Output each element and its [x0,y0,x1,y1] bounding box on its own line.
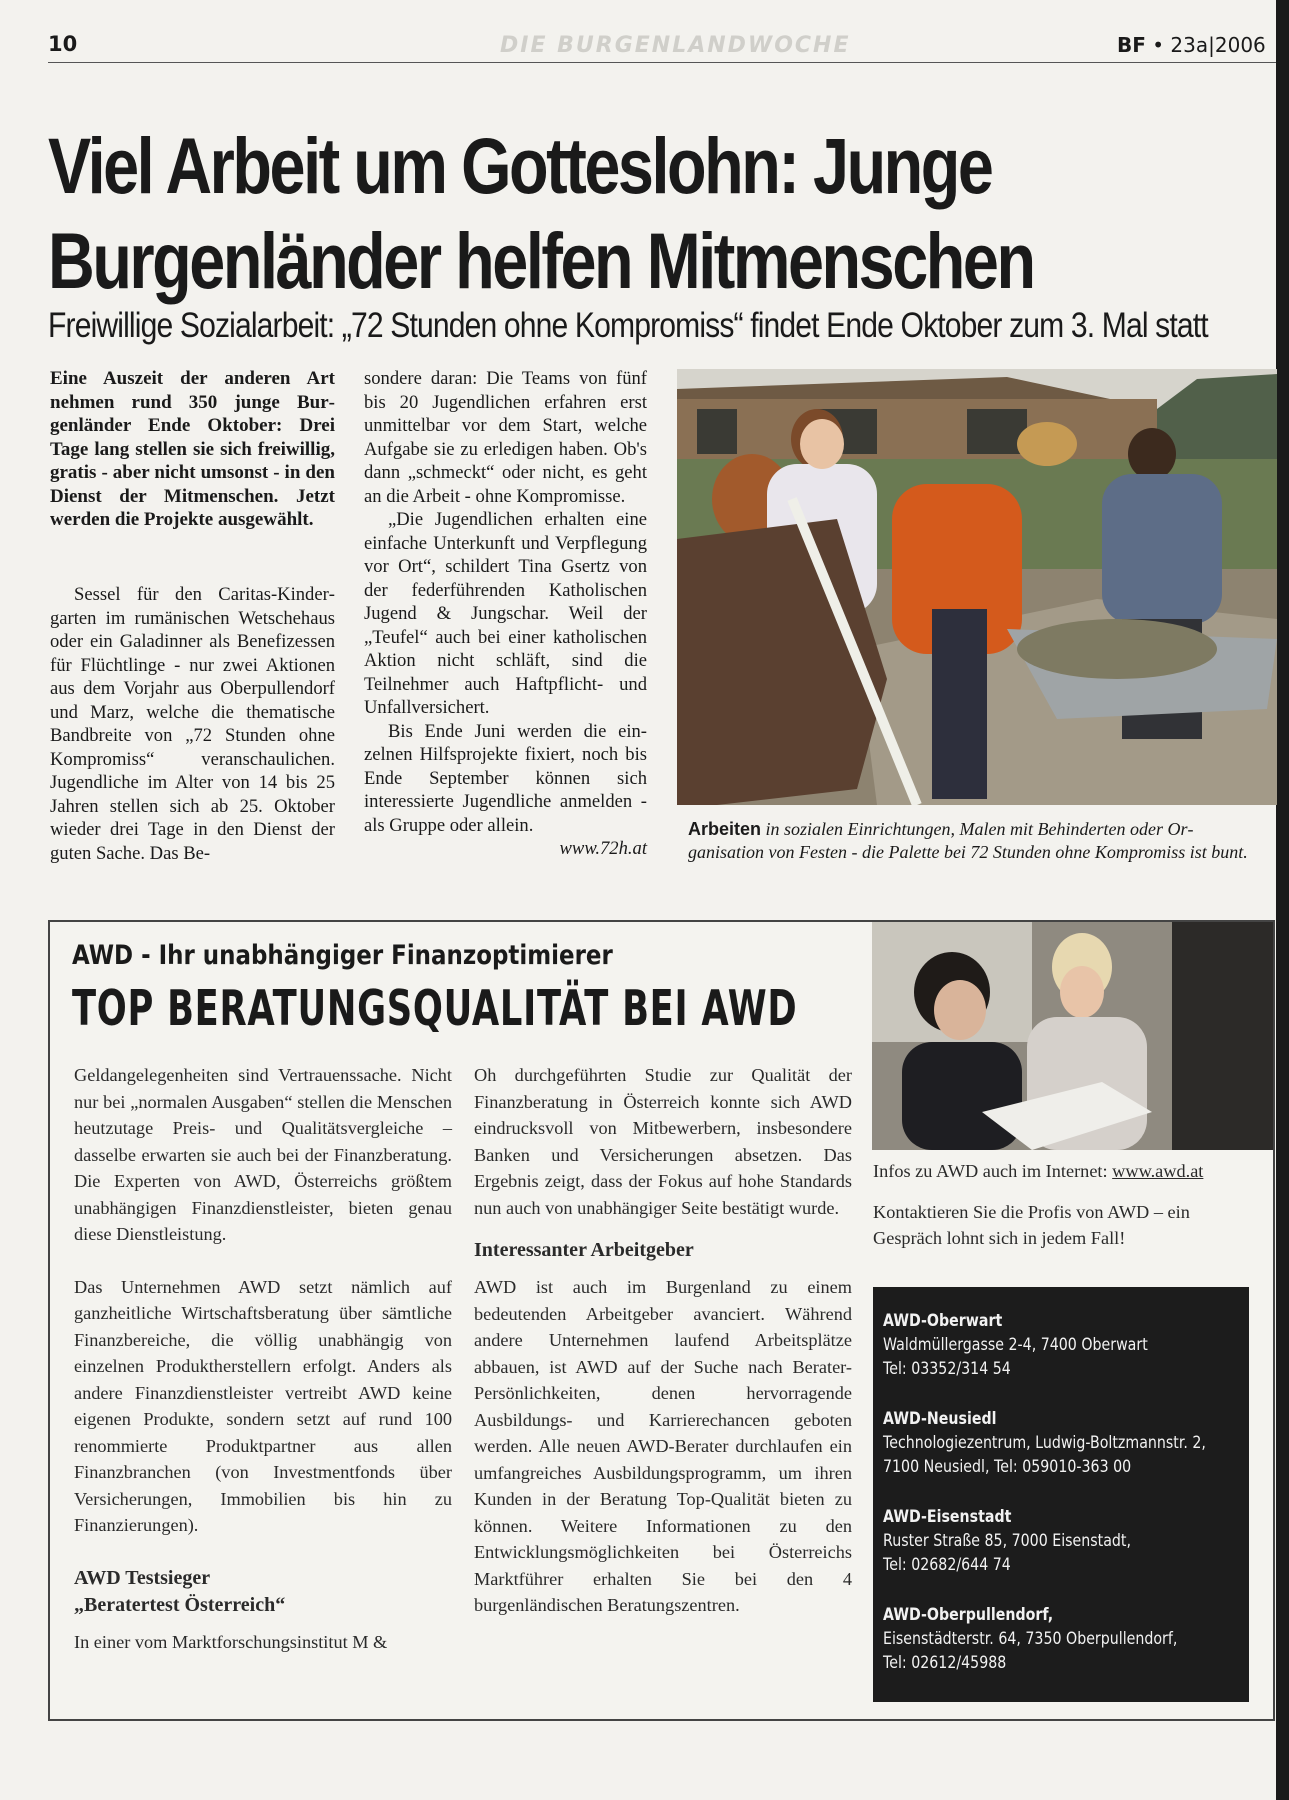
ad-subheading: Interessanter Arbeitgeber [474,1239,694,1261]
office-phone: Tel: 03352/314 54 [883,1359,1011,1378]
article-subheadline: Freiwillige Sozialarbeit: „72 Stunden ohne Kompromiss“ findet Ende Oktober zum 3. Mal statt [48,306,1208,345]
office-entry [883,1603,1249,1675]
office-address: Waldmüllergasse 2-4, 7400 Oberwart [883,1335,1148,1354]
office-phone: 7100 Neusiedl, Tel: 059010-363 00 [883,1457,1132,1476]
ad-kicker: AWD - Ihr unabhängiger Finanzoptimierer [72,940,613,971]
article-paragraph: Sessel für den Caritas-Kindergarten im rumänischen Wetschehaus oder ein Galadinner als Benefizessen für Flüchtlinge - nur zwei Aktionen aus dem Vorjahr aus Oberpullendorf und Marz, welche die thematische Bandbreite von „72 Stunden ohne Kompromiss“ veranschaulichen. Jugendliche im Alter von 14 bis 25 Jahren stellen sich ab 25. Oktober wieder drei Tage in den Dienst der guten Sache. Das Be- [50,584,335,864]
ad-paragraph: Das Unternehmen AWD setzt nämlich auf ganzheitliche Wirtschaftsberatung über sämtliche Finanzbereiche, die völlig unabhängig von einzelnen Produktherstellern erfolgt. Anders als andere Finanzdienstleister vertreibt AWD keine eigenen Produkte, sondern setzt auf rund 100 renommierte Produktpartner aus allen Finanzbranchen (von Investmentfonds über Versicherungen, Immobilien bis hin zu Finanzierungen). [74,1276,452,1535]
office-address: Eisenstädterstr. 64, 7350 Oberpullendorf, [883,1629,1178,1648]
awd-website-link[interactable]: www.awd.at [1112,1161,1204,1181]
article-url[interactable]: www.72h.at [559,838,647,859]
office-name: AWD-Neusiedl [883,1409,997,1428]
ad-info-prefix: Infos zu AWD auch im Internet: [873,1161,1113,1181]
office-phone: Tel: 02612/45988 [883,1653,1007,1672]
article-photo-illustration [677,369,1277,805]
article-photo [677,369,1277,805]
ad-column-2 [474,1062,852,1619]
office-entry [883,1309,1249,1381]
page-number: 10 [48,32,78,56]
ad-photo [872,922,1273,1150]
ad-subheading: „Beratertest Österreich“ [74,1593,286,1616]
header-rule [48,62,1278,63]
publication-name: DIE BURGENLANDWOCHE [500,33,851,58]
ad-paragraph: Oh durchgeführten Studie zur Qualität der Finanzberatung in Österreich konnte sich AWD eindrucksvoll von Mitbewerbern, insbesondere Banken und Versicherungen absetzen. Das Ergebnis zeigt, dass der Fokus auf hohe Standards nun auch von unabhängiger Seite bestätigt wurde. [474,1065,852,1218]
office-entry [883,1407,1249,1479]
caption-text: in sozialen Einrichtungen, Malen mit Behinderten oder Organisation von Festen - die Palette bei 72 Stunden ohne Kompromiss ist bunt. [688,819,1248,862]
caption-lead: Arbeiten [688,819,762,839]
office-address: Ruster Straße 85, 7000 Eisenstadt, [883,1531,1131,1550]
ad-title: TOP BERATUNGSQUALITÄT BEI AWD [72,980,798,1037]
article-paragraph: sondere daran: Die Teams von fünf bis 20 Jugendlichen erfahren erst unmittelbar vor dem Start, welche Aufgabe sie zu erledigen haben. Ob's dann „schmeckt“ oder nicht, es geht an die Arbeit - ohne Kompromisse. [364,368,647,507]
headline-line-1: Viel Arbeit um Gotteslohn: Junge [48,121,992,210]
ad-info-line [873,1158,1248,1185]
ad-photo-illustration [872,922,1273,1150]
ad-subheading: AWD Testsieger [74,1566,211,1589]
issue-number: 23a|2006 [1170,33,1266,57]
issue-separator: • [1145,33,1171,57]
ad-contact-text: Kontaktieren Sie die Profis von AWD – ein Gespräch lohnt sich in jedem Fall! [873,1201,1190,1248]
scan-edge [1276,0,1289,1800]
office-name: AWD-Oberpullendorf, [883,1605,1054,1624]
office-name: AWD-Eisenstadt [883,1507,1012,1526]
article-column-2 [364,367,647,861]
office-address: Technologiezentrum, Ludwig-Boltzmannstr. 2, [883,1433,1206,1452]
issue-prefix: BF [1117,33,1146,57]
office-entry [883,1505,1249,1577]
article-paragraph: Bis Ende Juni werden die einzelnen Hilfsprojekte fixiert, noch bis Ende September können sich interessierte Jugendliche anmelden - als Gruppe oder allein. [364,720,647,836]
ad-column-1 [74,1062,452,1655]
article-paragraph: „Die Jugendlichen erhalten eine einfache Unterkunft und Verpflegung vor Ort“, schildert Tina Gsertz von der federführenden Katholischen Jugend & Jungschar. Weil der „Teufel“ auch bei einer katholischen Aktion nicht schläft, sind die Teilnehmer auch Haftpflicht- und Unfallversichert. [364,509,647,718]
issue-info [1117,33,1266,57]
ad-paragraph: AWD ist auch im Burgenland zu einem bedeutenden Arbeitgeber avanciert. Während andere Unternehmen laufend Arbeitsplätze abbauen, ist AWD auf der Suche nach Berater-Persönlichkeiten, denen hervorragende Ausbildungs- und Karrierechancen geboten werden. Alle neuen AWD-Berater durchlaufen ein umfangreiches Ausbildungsprogramm, um ihren Kunden in der Beratung Top-Qualität bieten zu können. Weitere Informationen zu den Entwicklungsmöglichkeiten bei Österreichs Marktführer erhalten Sie bei den 4 burgenländischen Beratungszentren. [474,1277,852,1615]
ad-paragraph: In einer vom Marktforschungsinstitut M & [74,1631,388,1652]
article-lead: Eine Auszeit der anderen Art nehmen rund 350 junge Burgenländer Ende Oktober: Drei Tage lang stellen sie sich freiwillig, gratis - aber nicht umsonst - in den Dienst der Mitmenschen. Jetzt werden die Projekte ausgewählt. [50,368,335,530]
photo-caption [688,818,1256,864]
article-column-1 [50,583,335,865]
headline-line-2: Burgenländer helfen Mitmenschen [48,216,1034,305]
ad-column-3 [873,1158,1248,1252]
article-headline [48,118,1057,308]
ad-paragraph: Geldangelegenheiten sind Vertrauenssache. Nicht nur bei „normalen Ausgaben“ stellen die Menschen heutzutage Preis- und Qualitätsvergleiche – dasselbe erwarten sie auch bei der Finanzberatung. Die Experten von AWD, Österreichs größtem unabhängigen Finanzdienstleister, bieten genau diese Dienstleistung. [74,1065,452,1244]
office-phone: Tel: 02682/644 74 [883,1555,1011,1574]
contact-box [873,1287,1249,1702]
office-name: AWD-Oberwart [883,1311,1003,1330]
